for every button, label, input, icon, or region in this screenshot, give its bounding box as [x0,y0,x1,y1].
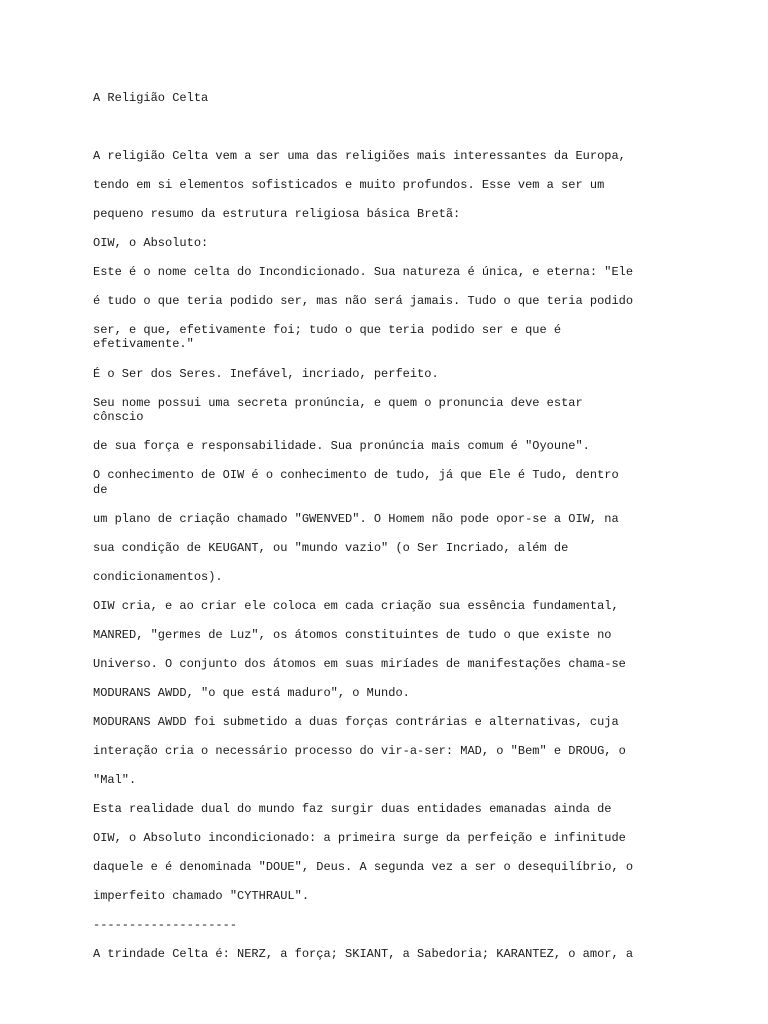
document-title: A Religião Celta [93,91,209,105]
text-line: um plano de criação chamado "GWENVED". O Homem não pode opor-se a OIW, na [93,512,619,526]
text-line: Universo. O conjunto dos átomos em suas miríades de manifestações chama-se [93,657,626,671]
text-line: É o Ser dos Seres. Inefável, incriado, perfeito. [93,367,439,381]
text-line: de [93,483,108,497]
text-line: pequeno resumo da estrutura religiosa básica Bretã: [93,207,461,221]
text-line: OIW, o Absoluto incondicionado: a primeira surge da perfeição e infinitude [93,831,626,845]
text-line: efetivamente." [93,337,194,351]
text-line: "Mal". [93,773,137,787]
text-line: O conhecimento de OIW é o conhecimento de tudo, já que Ele é Tudo, dentro [93,468,619,482]
text-line: A religião Celta vem a ser uma das religiões mais interessantes da Europa, [93,149,626,163]
text-line: ser, e que, efetivamente foi; tudo o que teria podido ser e que é [93,323,562,337]
text-line: condicionamentos). [93,570,223,584]
text-line: MODURANS AWDD foi submetido a duas forças contrárias e alternativas, cuja [93,715,619,729]
text-line: tendo em si elementos sofisticados e muito profundos. Esse vem a ser um [93,178,605,192]
text-line: MANRED, "germes de Luz", os átomos constituintes de tudo o que existe no [93,628,612,642]
section-heading: OIW, o Absoluto: [93,236,209,250]
text-line: MODURANS AWDD, "o que está maduro", o Mundo. [93,686,410,700]
text-line: Este é o nome celta do Incondicionado. Sua natureza é única, e eterna: "Ele [93,265,634,279]
text-line: de sua força e responsabilidade. Sua pronúncia mais comum é "Oyoune". [93,439,590,453]
separator-line: -------------------- [93,918,238,932]
text-line: Esta realidade dual do mundo faz surgir duas entidades emanadas ainda de [93,802,612,816]
text-line: imperfeito chamado "CYTHRAUL". [93,889,310,903]
text-line: é tudo o que teria podido ser, mas não será jamais. Tudo o que teria podido [93,294,634,308]
text-line: interação cria o necessário processo do vir-a-ser: MAD, o "Bem" e DROUG, o [93,744,626,758]
text-line: cônscio [93,410,144,424]
text-line: daquele e é denominada "DOUE", Deus. A segunda vez a ser o desequilíbrio, o [93,860,634,874]
text-line: sua condição de KEUGANT, ou "mundo vazio" (o Ser Incriado, além de [93,541,569,555]
text-line: A trindade Celta é: NERZ, a força; SKIANT, a Sabedoria; KARANTEZ, o amor, a [93,947,634,961]
text-line: Seu nome possui uma secreta pronúncia, e quem o pronuncia deve estar [93,396,583,410]
text-line: OIW cria, e ao criar ele coloca em cada criação sua essência fundamental, [93,599,619,613]
